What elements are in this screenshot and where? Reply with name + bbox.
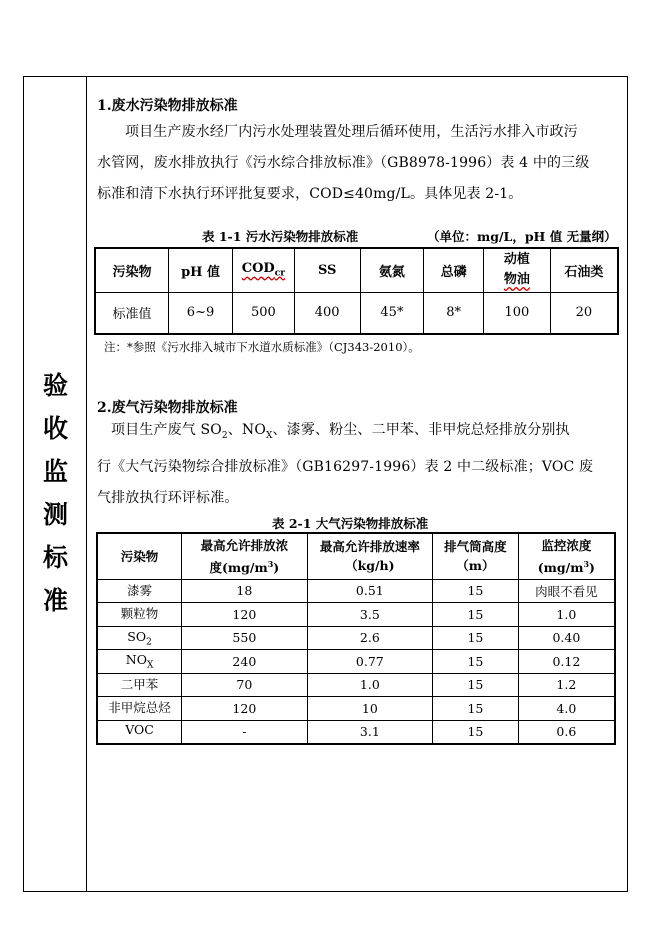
section1-line: 标准和清下水执行环评批复要求，COD≤40mg/L。具体见表 2-1。 bbox=[97, 186, 523, 202]
table-cell: VOC bbox=[97, 720, 182, 744]
table-cell: 15 bbox=[433, 720, 519, 744]
table-cell: 标准值 bbox=[95, 292, 169, 334]
table-cell: 20 bbox=[550, 292, 618, 334]
table-row bbox=[97, 579, 615, 603]
table-row bbox=[97, 650, 615, 674]
table-header-cell: 氨氮 bbox=[360, 248, 424, 292]
table-header-cell: 污染物 bbox=[97, 533, 182, 579]
table-cell: $SO_2$ bbox=[97, 626, 182, 650]
table-header-cell: 动植 物油 bbox=[484, 248, 551, 292]
section1-line: 水管网，废水排放执行《污水综合排放标准》（GB8978-1996）表 4 中的三级 bbox=[97, 155, 590, 171]
side-title bbox=[24, 364, 87, 622]
table-row bbox=[95, 292, 618, 334]
table-header-cell: 污染物 bbox=[95, 248, 169, 292]
side-title-char: 标 bbox=[42, 543, 68, 572]
table-cell: 二甲苯 bbox=[97, 673, 182, 697]
table-cell: 2.6 bbox=[307, 626, 432, 650]
table-cell: $NO_X$ bbox=[97, 650, 182, 674]
table-cell: 15 bbox=[433, 650, 519, 674]
table-header-cell bbox=[232, 248, 294, 292]
table-header-row bbox=[95, 248, 618, 292]
side-title-char: 收 bbox=[42, 414, 68, 443]
table-cell: 6~9 bbox=[169, 292, 233, 334]
table-header-row bbox=[97, 533, 615, 579]
section1-paragraph bbox=[97, 117, 589, 210]
section2-paragraph bbox=[97, 415, 593, 514]
table-cell: 15 bbox=[433, 697, 519, 721]
table-cell: 4.0 bbox=[518, 697, 615, 721]
table-cell: 400 bbox=[294, 292, 360, 334]
wastewater-standard-table bbox=[94, 247, 619, 335]
section2-line: 气排放执行环评标准。 bbox=[97, 489, 239, 506]
table-header-cell: pH 值 bbox=[169, 248, 233, 292]
table-header-cell: 石油类 bbox=[550, 248, 618, 292]
section2-title: 2.废气污染物排放标准 bbox=[97, 400, 238, 416]
section1-line: 项目生产废水经厂内污水处理装置处理后循环使用，生活污水排入市政污 bbox=[125, 124, 578, 140]
side-title-char: 准 bbox=[42, 586, 68, 615]
table-cell: 1.2 bbox=[518, 673, 615, 697]
table-header-cell: 监控浓度 $(mg/m^3)$ bbox=[518, 533, 615, 579]
table-cell: 45* bbox=[360, 292, 424, 334]
table-cell: 120 bbox=[182, 603, 308, 627]
table1-note: 注：*参照《污水排入城市下水道水质标准》（CJ343-2010）。 bbox=[104, 340, 420, 354]
table-cell: 0.51 bbox=[307, 579, 432, 603]
table-cell: 15 bbox=[433, 603, 519, 627]
table-cell: 500 bbox=[232, 292, 294, 334]
table-cell: 1.0 bbox=[518, 603, 615, 627]
table-cell: 10 bbox=[307, 697, 432, 721]
table-cell: 100 bbox=[484, 292, 551, 334]
section2-line: 行《大气污染物综合排放标准》（GB16297-1996）表 2 中二级标准；VOC 废 bbox=[97, 458, 594, 475]
table-cell: 15 bbox=[433, 626, 519, 650]
table-row bbox=[97, 673, 615, 697]
table-header-cell: 排气筒高度 （m） bbox=[433, 533, 519, 579]
side-column bbox=[24, 77, 87, 891]
table-row bbox=[97, 720, 615, 744]
air-emission-standard-table bbox=[96, 532, 616, 745]
table-cell: 肉眼不看见 bbox=[518, 579, 615, 603]
table-row bbox=[97, 697, 615, 721]
side-title-char: 监 bbox=[42, 457, 68, 486]
side-title-char: 测 bbox=[42, 500, 68, 529]
table-cell: 颗粒物 bbox=[97, 603, 182, 627]
table-cell: 120 bbox=[182, 697, 308, 721]
table-cell: 漆雾 bbox=[97, 579, 182, 603]
table-cell: 0.12 bbox=[518, 650, 615, 674]
table-row bbox=[97, 626, 615, 650]
table-cell: 550 bbox=[182, 626, 308, 650]
page-frame bbox=[23, 76, 628, 892]
table-cell: 0.40 bbox=[518, 626, 615, 650]
table-cell: 8* bbox=[424, 292, 484, 334]
table-header-cell: 最高允许排放浓 度$(mg/m^3)$ bbox=[182, 533, 308, 579]
table1-caption: 表 1-1 污水污染物排放标准 bbox=[202, 229, 359, 244]
table-row bbox=[97, 603, 615, 627]
table-cell: 1.0 bbox=[307, 673, 432, 697]
table-cell: 3.5 bbox=[307, 603, 432, 627]
table-cell: 18 bbox=[182, 579, 308, 603]
table-cell: 3.1 bbox=[307, 720, 432, 744]
table-cell: 15 bbox=[433, 579, 519, 603]
table-header-cell: 最高允许排放速率 （kg/h) bbox=[307, 533, 432, 579]
table-cell: 240 bbox=[182, 650, 308, 674]
table1-unit: （单位：mg/L，pH 值 无量纲） bbox=[427, 229, 617, 244]
side-title-char: 验 bbox=[42, 371, 68, 400]
table-cell: 0.6 bbox=[518, 720, 615, 744]
section1-title: 1.废水污染物排放标准 bbox=[97, 98, 238, 114]
table-cell: 非甲烷总烃 bbox=[97, 697, 182, 721]
table-cell: 0.77 bbox=[307, 650, 432, 674]
table2-caption: 表 2-1 大气污染物排放标准 bbox=[272, 516, 429, 531]
table-cell: 15 bbox=[433, 673, 519, 697]
table-header-cell: SS bbox=[294, 248, 360, 292]
cod-label: $COD_{cr}$ bbox=[241, 261, 285, 280]
table-cell: 70 bbox=[182, 673, 308, 697]
table-header-cell: 总磷 bbox=[424, 248, 484, 292]
table-cell: - bbox=[182, 720, 308, 744]
section2-line: 项目生产废气 $SO_2$、$NO_X$、漆雾、粉尘、二甲苯、非甲烷总烃排放分别执 bbox=[111, 422, 570, 441]
